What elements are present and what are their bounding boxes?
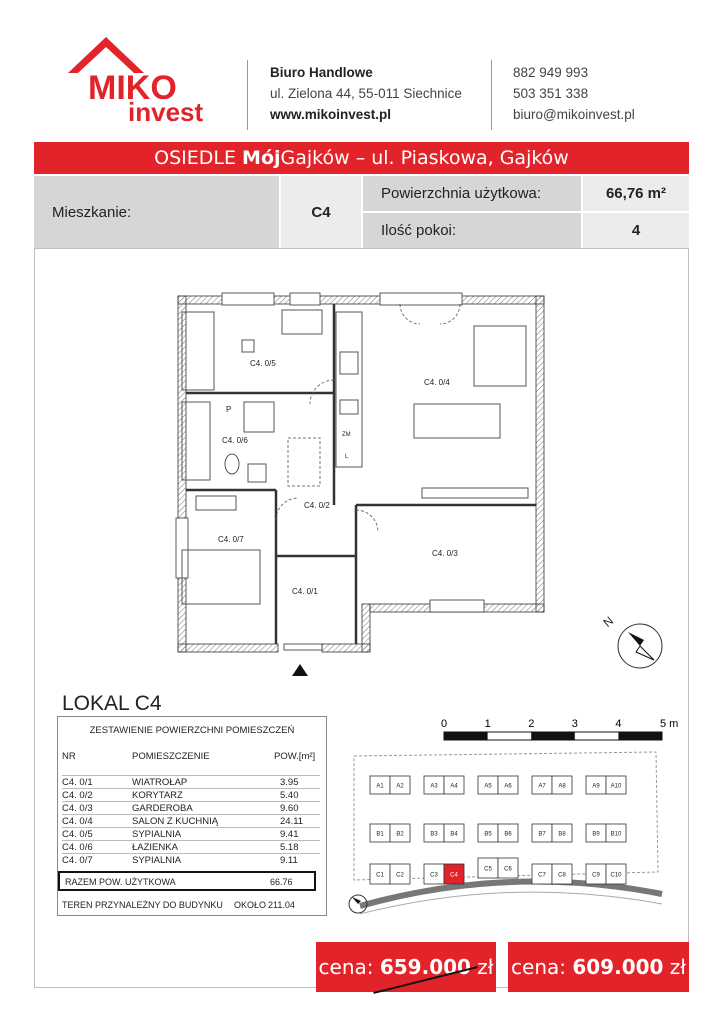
header-divider-2 (491, 60, 492, 130)
rooms-label: Ilość pokoi: (381, 222, 457, 239)
cell-area: 24.11 (280, 816, 304, 827)
cell-name: SALON Z KUCHNIĄ (132, 816, 219, 827)
office-info (270, 62, 462, 125)
table-title: ZESTAWIENIE POWIERZCHNI POMIESZCZEŃ (89, 725, 295, 736)
floor-plan (170, 285, 560, 690)
site-block-label: C9 (592, 872, 600, 879)
table-row (62, 853, 320, 867)
site-block-label: B9 (592, 831, 600, 838)
lokal-title: LOKAL C4 (62, 692, 162, 715)
label-c4-06: C4. 0/6 (222, 436, 248, 445)
email-link[interactable]: biuro@mikoinvest.pl (513, 107, 635, 122)
header-divider-1 (247, 60, 248, 130)
table-row (62, 840, 320, 854)
area-label-cell (363, 176, 581, 211)
site-block-label: C2 (396, 872, 404, 879)
cell-area: 5.18 (280, 842, 299, 853)
area-label: Powierzchnia użytkowa: (381, 185, 542, 202)
cell-area: 9.60 (280, 803, 299, 814)
office-address: ul. Zielona 44, 55-011 Siechnice (270, 86, 462, 101)
site-block-label: A9 (592, 783, 600, 790)
label-l: L (345, 454, 349, 460)
site-block-label: B4 (450, 831, 458, 838)
site-block-label: B6 (504, 831, 512, 838)
phone-1[interactable]: 882 949 993 (513, 65, 589, 80)
new-price-value: 609.000 (572, 955, 664, 979)
cell-nr: C4. 0/3 (62, 803, 93, 814)
miko-invest-logo (66, 35, 232, 125)
rooms-label-cell (363, 213, 581, 248)
site-block-label: C7 (538, 872, 546, 879)
apartment-label: Mieszkanie: (52, 204, 132, 221)
site-block-label: A3 (430, 783, 438, 790)
label-c4-05: C4. 0/5 (250, 359, 276, 368)
site-block-label: A2 (396, 783, 404, 790)
site-block-label: C10 (610, 872, 622, 879)
site-block-label: C3 (430, 872, 438, 879)
old-price-label: cena: (318, 955, 380, 979)
total-value: 66.76 (270, 877, 293, 887)
cell-nr: C4. 0/7 (62, 855, 93, 866)
site-block-label: A10 (610, 783, 622, 790)
label-c4-04: C4. 0/4 (424, 378, 450, 387)
office-title: Biuro Handlowe (270, 65, 373, 80)
site-block-label: A4 (450, 783, 458, 790)
cell-nr: C4. 0/2 (62, 790, 93, 801)
cell-name: KORYTARZ (132, 790, 183, 801)
cell-name: SYPIALNIA (132, 829, 182, 840)
estate-rest: Gajków (280, 147, 350, 169)
cell-nr: C4. 0/5 (62, 829, 93, 840)
area-value-cell (583, 176, 689, 211)
site-block-label: B8 (558, 831, 566, 838)
estate-address: – ul. Piaskowa, Gajków (349, 147, 569, 169)
land-label: TEREN PRZYNALEŻNY DO BUDYNKU (62, 900, 223, 910)
scale-tick-label: 2 (528, 718, 535, 730)
site-block-label: B5 (484, 831, 492, 838)
site-block-label: B10 (610, 831, 622, 838)
table-row (62, 788, 320, 802)
land-prefix: OKOŁO (234, 900, 267, 910)
site-block-label: B1 (376, 831, 384, 838)
site-block-label: A8 (558, 783, 566, 790)
logo-text-bottom: invest (128, 97, 204, 125)
label-c4-03: C4. 0/3 (432, 549, 458, 558)
old-price-unit: zł (470, 955, 494, 979)
old-price-value (380, 955, 471, 979)
cell-name: ŁAZIENKA (132, 842, 178, 853)
label-zm: ZM (342, 432, 351, 438)
rooms-value: 4 (631, 222, 641, 239)
cell-area: 9.11 (280, 855, 298, 866)
cell-nr: C4. 0/1 (62, 777, 93, 788)
rooms-summary-table (57, 716, 327, 916)
phone-2[interactable]: 503 351 338 (513, 86, 589, 101)
estate-prefix: OSIEDLE (154, 147, 243, 169)
land-row (62, 900, 320, 910)
new-price-unit: zł (663, 955, 686, 979)
site-block-label: B2 (396, 831, 404, 838)
compass-icon (598, 610, 668, 680)
old-price-box (316, 942, 496, 992)
scale-tick-label: 5 m (660, 718, 679, 730)
table-row (62, 775, 320, 789)
old-price-number: 659.000 (379, 955, 471, 979)
cell-nr: C4. 0/6 (62, 842, 93, 853)
apartment-value-cell (281, 176, 361, 248)
site-block-label: C8 (558, 872, 566, 879)
table-row (62, 827, 320, 841)
cell-name: SYPIALNIA (132, 855, 182, 866)
site-block-label: A5 (484, 783, 492, 790)
apartment-label-cell (34, 176, 279, 248)
site-block-label: B7 (538, 831, 546, 838)
table-row (62, 814, 320, 828)
table-total-row (58, 871, 316, 891)
scale-tick-label: 1 (484, 718, 491, 730)
cell-area: 9.41 (280, 829, 299, 840)
col-name: POMIESZCZENIE (132, 751, 210, 762)
label-c4-01: C4. 0/1 (292, 587, 318, 596)
site-plan (340, 744, 670, 924)
site-block-label: A7 (538, 783, 546, 790)
rooms-value-cell (583, 213, 689, 248)
label-c4-07: C4. 0/7 (218, 535, 244, 544)
scale-tick-label: 4 (615, 718, 622, 730)
apartment-value: C4 (311, 204, 331, 221)
compass-label: N (600, 613, 617, 630)
land-value: 211.04 (268, 900, 295, 910)
area-value: 66,76 m² (605, 185, 667, 202)
site-block-label: C6 (504, 866, 512, 873)
label-c4-02: C4. 0/2 (304, 501, 330, 510)
scale-bar (440, 716, 680, 742)
site-block-label: A1 (376, 783, 384, 790)
site-block-label: C5 (484, 866, 492, 873)
col-area: POW.[m²] (274, 751, 316, 762)
new-price-box (508, 942, 689, 992)
logo-text-top: MIKO (88, 69, 177, 107)
cell-nr: C4. 0/4 (62, 816, 93, 827)
scale-tick-label: 0 (441, 718, 448, 730)
site-block-label: C1 (376, 872, 384, 879)
cell-name: GARDEROBA (132, 803, 193, 814)
site-block-label: B3 (430, 831, 438, 838)
new-price-label: cena: (511, 955, 573, 979)
cell-area: 3.95 (280, 777, 299, 788)
table-row (62, 801, 320, 815)
total-label: RAZEM POW. UŻYTKOWA (65, 877, 176, 887)
estate-banner (34, 142, 689, 174)
estate-bold: Mój (242, 147, 281, 169)
cell-area: 5.40 (280, 790, 299, 801)
office-website-link[interactable]: www.mikoinvest.pl (270, 107, 392, 122)
site-block-label: C4 (450, 872, 458, 879)
contact-info (513, 62, 635, 125)
scale-tick-label: 3 (571, 718, 578, 730)
col-nr: NR (62, 751, 76, 762)
site-block-label: A6 (504, 783, 512, 790)
cell-name: WIATROŁAP (132, 777, 188, 788)
label-p: P (226, 405, 232, 414)
